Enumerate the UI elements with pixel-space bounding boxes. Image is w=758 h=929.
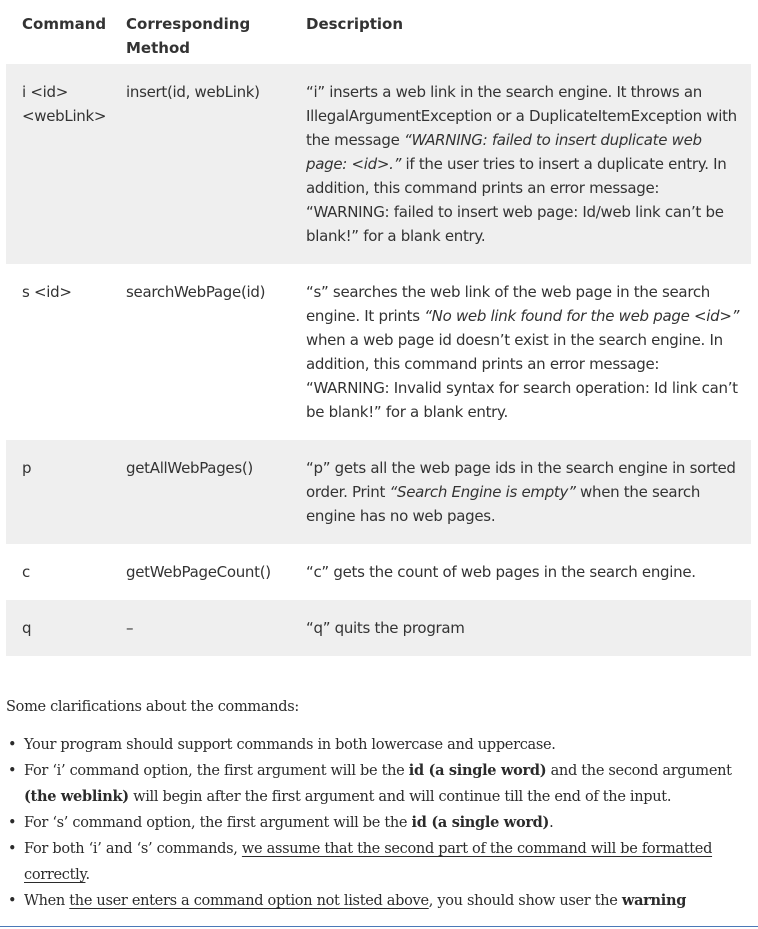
method-cell: – (126, 600, 306, 656)
method-cell: insert(id, webLink) (126, 64, 306, 264)
table-row (6, 264, 751, 440)
bottom-divider (0, 926, 758, 927)
method-cell: getWebPageCount() (126, 563, 271, 581)
table-row (6, 544, 751, 600)
table-row (6, 600, 751, 656)
header-description: Description (306, 15, 404, 33)
table-header-row (6, 0, 751, 64)
description-cell: “c” gets the count of web pages in the search engine. (306, 563, 696, 581)
list-item: • For ‘s’ command option, the first argument will be the id (a single word). (24, 810, 746, 836)
description-cell: “q” quits the program (306, 600, 751, 656)
clarifications-section (6, 694, 746, 914)
description-cell: “s” searches the web link of the web page in the search engine. It prints “No web link found for the web page <id>” when a web page id doesn’t exist in the search engine. In addition, this command prints an error message: “WARNING: Invalid syntax for search operation: Id link can’t be blank!” for a blank entry. (306, 283, 740, 421)
command-cell: i <id> <webLink> (6, 64, 126, 264)
method-cell: getAllWebPages() (126, 440, 306, 544)
list-item: • For ‘i’ command option, the first argument will be the id (a single word) and the second argument (the weblink) will begin after the first argument and will continue till the end of the input. (24, 758, 746, 810)
clarifications-intro: Some clarifications about the commands: (6, 699, 299, 715)
description-cell: “p” gets all the web page ids in the search engine in sorted order. Print “Search Engine is empty” when the search engine has no web pages. (306, 440, 751, 544)
list-item: • For both ‘i’ and ‘s’ commands, we assume that the second part of the command will be formatted correctly. (24, 836, 746, 888)
description-cell: “i” inserts a web link in the search engine. It throws an IllegalArgumentException or a DuplicateItemException with the message “WARNING: failed to insert duplicate web page: <id>.” if the user tries to insert a duplicate entry. In addition, this command prints an error message: “WARNING: failed to insert web page: Id/web link can’t be blank!” for a blank entry. (306, 64, 751, 264)
clarifications-list (6, 732, 746, 914)
header-command: Command (22, 15, 107, 33)
method-cell: searchWebPage(id) (126, 283, 266, 301)
header-method: Corresponding Method (126, 15, 251, 57)
command-cell: p (6, 440, 126, 544)
commands-table (6, 0, 751, 656)
table-row (6, 64, 751, 264)
command-cell: c (22, 563, 30, 581)
command-cell: q (6, 600, 126, 656)
table-row (6, 440, 751, 544)
list-item: • Your program should support commands in both lowercase and uppercase. (24, 732, 746, 758)
command-cell: s <id> (22, 283, 72, 301)
list-item: • When the user enters a command option not listed above, you should show user the warning (24, 888, 746, 914)
